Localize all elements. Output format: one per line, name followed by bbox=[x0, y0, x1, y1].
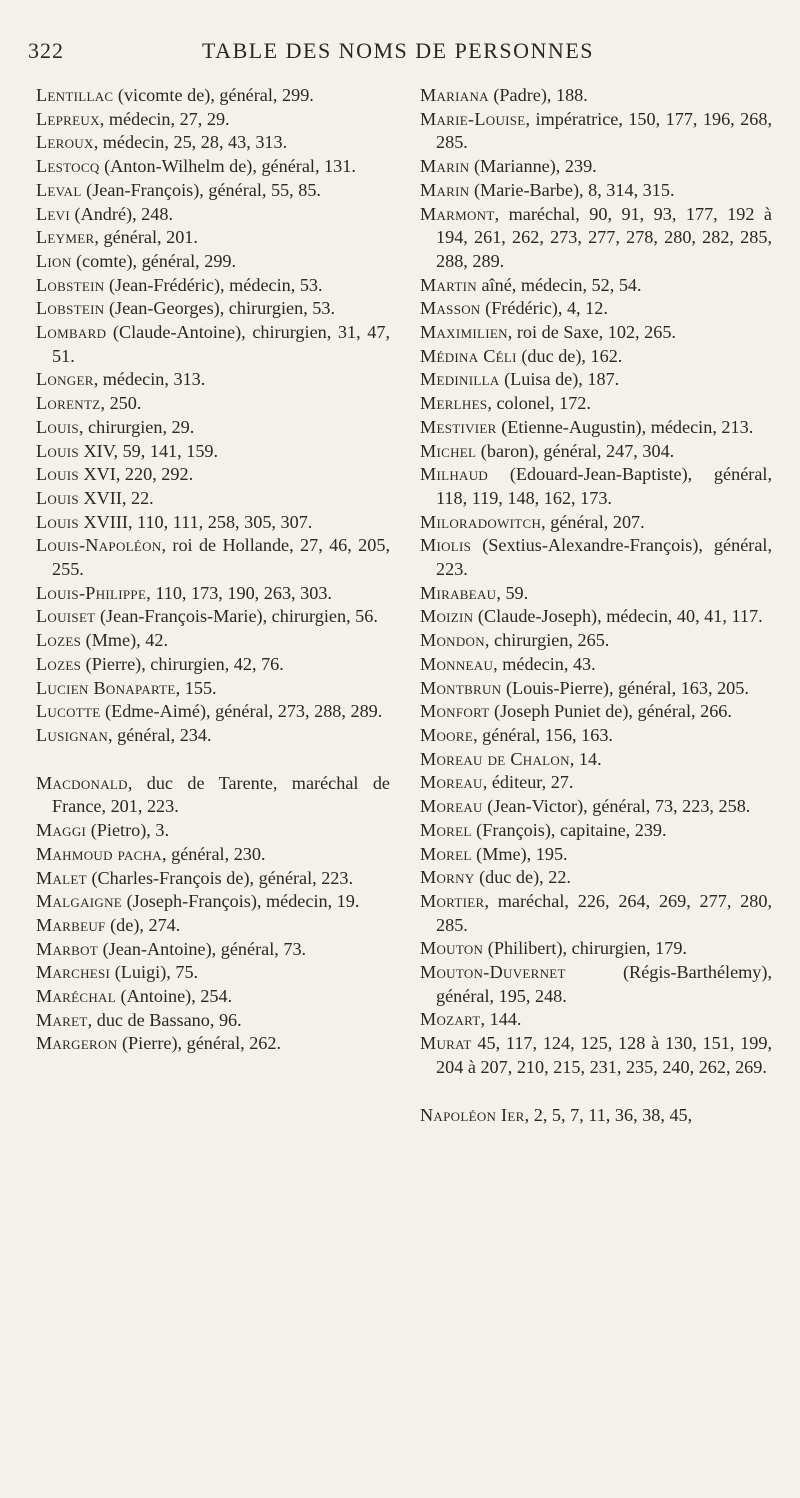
entry-details: , 144. bbox=[480, 1009, 522, 1030]
entry-name: Morel bbox=[420, 843, 472, 864]
entry-details: , maréchal, 226, 264, 269, 277, 280, 285. bbox=[436, 890, 772, 935]
index-entry bbox=[420, 297, 772, 321]
entry-name: Murat bbox=[420, 1033, 472, 1054]
index-entry bbox=[420, 819, 772, 843]
entry-details: , duc de Tarente, maréchal de France, 201, 223. bbox=[52, 772, 390, 817]
entry-details: , 2, 5, 7, 11, 36, 38, 45, bbox=[524, 1104, 693, 1125]
entry-details: , 59. bbox=[496, 582, 529, 603]
index-entry bbox=[420, 179, 772, 203]
entry-name: Marie-Louise bbox=[420, 108, 526, 129]
entry-details: (Mme), 42. bbox=[81, 630, 169, 651]
entry-name: Moreau bbox=[420, 772, 483, 793]
index-entry bbox=[36, 700, 390, 724]
entry-name: Marin bbox=[420, 179, 470, 200]
entry-name: Napoléon Ier bbox=[420, 1104, 525, 1125]
left-column bbox=[36, 84, 390, 1056]
index-entry bbox=[420, 890, 772, 937]
entry-details: (Jean-François-Marie), chirurgien, 56. bbox=[95, 606, 378, 627]
entry-name: Miolis bbox=[420, 535, 472, 556]
index-entry bbox=[36, 1009, 390, 1033]
index-entry bbox=[36, 321, 390, 368]
entry-details: (Antoine), 254. bbox=[115, 986, 233, 1007]
entry-details: (André), 248. bbox=[69, 203, 174, 224]
entry-name: Maggi bbox=[36, 820, 87, 841]
entry-name: Mouton bbox=[420, 938, 484, 959]
entry-details: (Sextius-Alexandre-François), général, 223. bbox=[436, 535, 772, 580]
entry-name: Lucien Bonaparte bbox=[36, 677, 176, 698]
entry-details: (Marie-Barbe), 8, 314, 315. bbox=[469, 179, 675, 200]
index-entry bbox=[36, 582, 390, 606]
entry-details: 45, 117, 124, 125, 128 à 130, 151, 199, 204 à 207, 210, 215, 231, 235, 240, 262, 269. bbox=[436, 1033, 772, 1077]
entry-name: Maret bbox=[36, 1009, 88, 1030]
index-entry bbox=[420, 345, 772, 369]
index-entry bbox=[36, 677, 390, 701]
entry-name: Merlhes bbox=[420, 393, 488, 414]
entry-details: (Mme), 195. bbox=[471, 843, 568, 864]
entry-details: (Philibert), chirurgien, 179. bbox=[483, 938, 687, 959]
index-entry bbox=[36, 297, 390, 321]
index-entry bbox=[420, 582, 772, 606]
entry-name: Leval bbox=[36, 179, 82, 200]
index-entry bbox=[420, 748, 772, 772]
entry-details: , duc de Bassano, 96. bbox=[87, 1009, 242, 1030]
entry-details: XVII, 22. bbox=[78, 487, 154, 508]
entry-details: , chirurgien, 265. bbox=[484, 630, 610, 651]
index-entry bbox=[36, 914, 390, 938]
index-entry bbox=[420, 795, 772, 819]
entry-name: Lozes bbox=[36, 653, 82, 674]
index-entry bbox=[420, 653, 772, 677]
index-entry bbox=[36, 843, 390, 867]
entry-details: (François), capitaine, 239. bbox=[471, 819, 667, 840]
index-entry bbox=[420, 511, 772, 535]
entry-details: , médecin, 313. bbox=[93, 369, 206, 390]
index-entry bbox=[420, 534, 772, 581]
page-header bbox=[28, 38, 768, 68]
index-entry bbox=[420, 463, 772, 510]
entry-name: Milhaud bbox=[420, 464, 489, 485]
index-entry bbox=[36, 938, 390, 962]
index-entry bbox=[420, 1032, 772, 1079]
entry-details: (duc de), 162. bbox=[516, 345, 623, 366]
index-entry bbox=[36, 961, 390, 985]
entry-name: Morel bbox=[420, 819, 472, 840]
entry-details: (duc de), 22. bbox=[474, 867, 571, 888]
entry-name: Lion bbox=[36, 250, 72, 271]
index-entry bbox=[420, 677, 772, 701]
entry-details: (Pierre), général, 262. bbox=[117, 1033, 282, 1054]
entry-details: XIV, 59, 141, 159. bbox=[78, 440, 219, 461]
index-entry bbox=[420, 605, 772, 629]
index-entry bbox=[420, 1008, 772, 1032]
index-entry bbox=[420, 368, 772, 392]
index-entry bbox=[36, 772, 390, 819]
entry-name: Longer bbox=[36, 369, 94, 390]
index-entry bbox=[36, 534, 390, 581]
index-entry bbox=[36, 274, 390, 298]
entry-name: Mondon bbox=[420, 630, 485, 651]
entry-name: Mahmoud pacha bbox=[36, 843, 162, 864]
entry-name: Masson bbox=[420, 298, 481, 319]
entry-details: , médecin, 27, 29. bbox=[99, 108, 230, 129]
entry-details: , roi de Saxe, 102, 265. bbox=[507, 322, 676, 343]
index-entry bbox=[36, 629, 390, 653]
entry-name: Marchesi bbox=[36, 962, 111, 983]
entry-name: Maréchal bbox=[36, 986, 116, 1007]
entry-name: Mestivier bbox=[420, 416, 497, 437]
entry-details: (Pietro), 3. bbox=[86, 820, 170, 841]
entry-details: , médecin, 25, 28, 43, 313. bbox=[93, 132, 288, 153]
entry-name: Lusignan bbox=[36, 724, 109, 745]
entry-details: , éditeur, 27. bbox=[482, 772, 574, 793]
entry-name: Lobstein bbox=[36, 274, 105, 295]
entry-details: (Edouard-Jean-Baptiste), général, 118, 119, 148, 162, 173. bbox=[436, 464, 772, 508]
index-entry bbox=[36, 179, 390, 203]
index-entry bbox=[420, 1104, 772, 1128]
index-entry bbox=[36, 511, 390, 535]
entry-name: Miloradowitch bbox=[420, 511, 542, 532]
entry-details: (Louis-Pierre), général, 163, 205. bbox=[501, 677, 749, 698]
entry-details: (Jean-Victor), général, 73, 223, 258. bbox=[482, 796, 751, 817]
entry-name: Lozes bbox=[36, 630, 82, 651]
entry-name: Louis bbox=[36, 416, 79, 437]
entry-details: , médecin, 43. bbox=[493, 653, 596, 674]
entry-name: Lorentz bbox=[36, 393, 101, 414]
index-entry bbox=[420, 440, 772, 464]
index-entry bbox=[36, 653, 390, 677]
entry-details: (Luigi), 75. bbox=[110, 962, 199, 983]
entry-details: , maréchal, 90, 91, 93, 177, 192 à 194, 261, 262, 273, 277, 278, 280, 282, 285, 288, 289. bbox=[436, 203, 772, 271]
entry-details: , général, 234. bbox=[108, 724, 212, 745]
entry-name: Leymer bbox=[36, 227, 95, 248]
entry-details: (Etienne-Augustin), médecin, 213. bbox=[496, 416, 754, 437]
index-entry bbox=[36, 416, 390, 440]
entry-details: , général, 156, 163. bbox=[473, 724, 613, 745]
entry-details: (Jean-Antoine), général, 73. bbox=[98, 938, 307, 959]
entry-details: , impératrice, 150, 177, 196, 268, 285. bbox=[436, 108, 772, 153]
entry-details: , colonel, 172. bbox=[487, 393, 591, 414]
entry-name: Lepreux bbox=[36, 108, 100, 129]
index-entry bbox=[36, 463, 390, 487]
entry-name: Mortier bbox=[420, 890, 485, 911]
entry-name: Margeron bbox=[36, 1033, 118, 1054]
entry-details: (Claude-Antoine), chirurgien, 31, 47, 51. bbox=[52, 322, 390, 366]
entry-name: Louis bbox=[36, 487, 79, 508]
index-entry bbox=[420, 155, 772, 179]
entry-name: Lestocq bbox=[36, 156, 100, 177]
entry-name: Mariana bbox=[420, 85, 489, 105]
index-entry bbox=[36, 724, 390, 748]
entry-details: (Joseph Puniet de), général, 266. bbox=[489, 701, 732, 722]
index-entry bbox=[420, 321, 772, 345]
entry-name: Moore bbox=[420, 724, 474, 745]
entry-name: Louis bbox=[36, 511, 79, 532]
entry-details: (Pierre), chirurgien, 42, 76. bbox=[81, 653, 284, 674]
index-entry bbox=[420, 274, 772, 298]
entry-name: Morny bbox=[420, 867, 475, 888]
entry-details: (comte), général, 299. bbox=[71, 250, 237, 271]
index-entry bbox=[420, 416, 772, 440]
index-entry bbox=[420, 771, 772, 795]
entry-name: Montbrun bbox=[420, 677, 502, 698]
entry-name: Louis bbox=[36, 440, 79, 461]
entry-details: , général, 207. bbox=[541, 511, 645, 532]
index-entry bbox=[420, 629, 772, 653]
entry-details: (Marianne), 239. bbox=[469, 156, 597, 177]
index-entry bbox=[36, 392, 390, 416]
entry-details: , roi de Hollande, 27, 46, 205, 255. bbox=[52, 535, 390, 580]
entry-name: Michel bbox=[420, 440, 477, 461]
entry-details: (Régis-Barthélemy), général, 195, 248. bbox=[436, 962, 772, 1006]
entry-name: Louis bbox=[36, 464, 79, 485]
entry-details: XVIII, 110, 111, 258, 305, 307. bbox=[78, 511, 313, 532]
index-entry bbox=[420, 724, 772, 748]
entry-name: Lucotte bbox=[36, 701, 101, 722]
index-entry bbox=[36, 108, 390, 132]
entry-name: Médina Céli bbox=[420, 345, 517, 366]
entry-name: Macdonald bbox=[36, 772, 128, 793]
entry-name: Marbot bbox=[36, 938, 99, 959]
index-entry bbox=[36, 155, 390, 179]
entry-name: Maximilien bbox=[420, 322, 508, 343]
entry-name: Moreau de Chalon bbox=[420, 748, 570, 769]
entry-name: Levi bbox=[36, 203, 70, 224]
entry-name: Louis-Napoléon bbox=[36, 535, 162, 556]
index-entry bbox=[36, 440, 390, 464]
entry-details: , général, 201. bbox=[94, 227, 198, 248]
entry-name: Lobstein bbox=[36, 298, 105, 319]
entry-details: , chirurgien, 29. bbox=[78, 416, 195, 437]
entry-name: Malgaigne bbox=[36, 891, 123, 912]
index-entry bbox=[420, 84, 772, 108]
entry-details: , 14. bbox=[569, 748, 602, 769]
entry-details: , 110, 173, 190, 263, 303. bbox=[146, 582, 332, 603]
index-entry bbox=[420, 203, 772, 274]
index-entry bbox=[420, 866, 772, 890]
entry-details: (vicomte de), général, 299. bbox=[113, 85, 314, 105]
index-entry bbox=[36, 368, 390, 392]
entry-name: Mozart bbox=[420, 1009, 481, 1030]
entry-name: Malet bbox=[36, 867, 87, 888]
index-entry bbox=[36, 1032, 390, 1056]
entry-details: (Edme-Aimé), général, 273, 288, 289. bbox=[100, 701, 383, 722]
entry-details: , 250. bbox=[100, 393, 142, 414]
index-entry bbox=[36, 867, 390, 891]
entry-details: XVI, 220, 292. bbox=[78, 464, 194, 485]
index-entry bbox=[36, 226, 390, 250]
entry-name: Louiset bbox=[36, 606, 96, 627]
index-entry bbox=[420, 843, 772, 867]
entry-name: Moizin bbox=[420, 606, 474, 627]
index-entry bbox=[36, 131, 390, 155]
page-number: 322 bbox=[28, 38, 64, 63]
entry-name: Leroux bbox=[36, 132, 94, 153]
entry-name: Lombard bbox=[36, 322, 107, 343]
entry-details: (Joseph-François), médecin, 19. bbox=[122, 891, 360, 912]
entry-name: Marbeuf bbox=[36, 914, 106, 935]
entry-details: (Padre), 188. bbox=[488, 85, 588, 105]
index-entry bbox=[36, 985, 390, 1009]
index-entry bbox=[420, 937, 772, 961]
entry-details: (Claude-Joseph), médecin, 40, 41, 117. bbox=[473, 606, 763, 627]
entry-name: Marin bbox=[420, 156, 470, 177]
index-entry bbox=[36, 605, 390, 629]
entry-details: (Jean-François), général, 55, 85. bbox=[81, 179, 321, 200]
entry-name: Lentillac bbox=[36, 85, 114, 105]
index-entry bbox=[420, 392, 772, 416]
entry-name: Martin bbox=[420, 274, 477, 295]
entry-details: , 155. bbox=[175, 677, 217, 698]
entry-name: Marmont bbox=[420, 203, 495, 224]
entry-details: (Anton-Wilhelm de), général, 131. bbox=[99, 156, 356, 177]
running-title: TABLE DES NOMS DE PERSONNES bbox=[202, 38, 594, 63]
index-entry bbox=[36, 487, 390, 511]
index-entry bbox=[36, 819, 390, 843]
entry-details: (Luisa de), 187. bbox=[499, 369, 620, 390]
index-entry bbox=[36, 203, 390, 227]
entry-name: Louis-Philippe bbox=[36, 582, 147, 603]
entry-details: (Frédéric), 4, 12. bbox=[480, 298, 608, 319]
entry-name: Mouton-Duvernet bbox=[420, 962, 566, 983]
entry-name: Monneau bbox=[420, 653, 494, 674]
entry-details: (baron), général, 247, 304. bbox=[476, 440, 675, 461]
entry-name: Mirabeau bbox=[420, 582, 497, 603]
entry-details: (Jean-Georges), chirurgien, 53. bbox=[104, 298, 336, 319]
index-entry bbox=[420, 108, 772, 155]
entry-name: Monfort bbox=[420, 701, 490, 722]
index-entry bbox=[36, 84, 390, 108]
index-entry bbox=[420, 700, 772, 724]
entry-name: Medinilla bbox=[420, 369, 500, 390]
entry-details: aîné, médecin, 52, 54. bbox=[476, 274, 642, 295]
right-column bbox=[420, 84, 772, 1127]
entry-name: Moreau bbox=[420, 796, 483, 817]
index-entry bbox=[36, 250, 390, 274]
index-entry bbox=[420, 961, 772, 1008]
entry-details: (de), 274. bbox=[105, 914, 181, 935]
entry-details: , général, 230. bbox=[162, 843, 266, 864]
entry-details: (Jean-Frédéric), médecin, 53. bbox=[104, 274, 323, 295]
entry-details: (Charles-François de), général, 223. bbox=[86, 867, 354, 888]
index-entry bbox=[36, 890, 390, 914]
